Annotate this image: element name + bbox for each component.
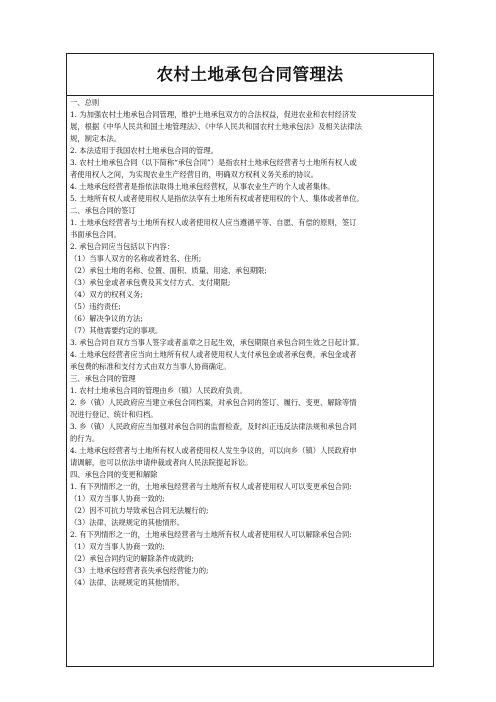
text-line: 四、承包合同的变更和解除 — [70, 470, 158, 479]
text-line: （2）承包土地的名称、位置、面积、质量、用途、承包期限; — [70, 266, 267, 275]
text-line: 2. 承包合同应当包括以下内容： — [70, 242, 175, 251]
text-line: （3）土地承包经营者丧失承包经营能力的; — [70, 566, 209, 575]
text-line: 二、承包合同的签订 — [70, 206, 136, 215]
text-line: 三、承包合同的管理 — [70, 374, 136, 383]
text-line: （1）双方当事人协商一致的; — [70, 494, 165, 503]
text-line: 者使用权人之间，为实现农业生产经营目的，明确双方权利义务关系的协议。 — [70, 170, 319, 179]
text-line: 3. 承包合同自双方当事人签字或者盖章之日起生效，承包期限自承包合同生效之日起计算。 — [70, 338, 364, 347]
text-line: 1. 农村土地承包合同的管理由乡（镇）人民政府负责。 — [70, 386, 248, 395]
text-line: 展，根据《中华人民共和国土地管理法》、《中华人民共和国农村土地承包法》及相关法律法 — [70, 122, 362, 131]
text-line: 的行为。 — [70, 434, 100, 443]
text-line: 4. 土地承包经营者应当向土地所有权人或者使用权人支付承包金或者承包费，承包金或者 — [70, 350, 357, 359]
text-line: （4）法律、法规规定的其他情形。 — [70, 578, 185, 587]
text-line: 规，制定本法。 — [70, 134, 122, 143]
text-line: （4）双方的权利义务; — [70, 290, 143, 299]
title-cell — [67, 54, 434, 96]
text-line: 1. 有下列情形之一的，土地承包经营者与土地所有权人或者使用权人可以变更承包合同: — [70, 482, 352, 491]
text-line: 3. 乡（镇）人民政府应当加强对承包合同的监督检查，及时纠正违反法律法规和承包合同 — [70, 422, 357, 431]
document-table — [66, 53, 434, 667]
text-line: （3）法律、法规规定的其他情形。 — [70, 518, 185, 527]
text-line: 2. 乡（镇）人民政府应当建立承包合同档案，对承包合同的签订、履行、变更、解除等情 — [70, 398, 357, 407]
body-cell — [67, 96, 434, 667]
text-line: （3）承包金或者承包费及其支付方式、支付期限; — [70, 278, 231, 287]
text-line: （6）解决争议的方法; — [70, 314, 143, 323]
text-line: 一、总则 — [70, 98, 100, 107]
text-line: 1. 土地承包经营者与土地所有权人或者使用权人应当遵循平等、自愿、有偿的原则，签订 — [70, 218, 357, 227]
text-line: （5）违约责任; — [70, 302, 121, 311]
document-page — [66, 53, 434, 667]
text-line: （7）其他需要约定的事项。 — [70, 326, 163, 335]
text-line: 2. 本法适用于我国农村土地承包合同的管理。 — [70, 146, 218, 155]
text-line: （1）双方当事人协商一致的; — [70, 542, 165, 551]
text-line: 请调解，也可以依法申请仲裁或者向人民法院提起诉讼。 — [70, 458, 253, 467]
text-line: 2. 有下列情形之一的，土地承包经营者与土地所有权人或者使用权人可以解除承包合同: — [70, 530, 352, 539]
text-line: 承包费的标准和支付方式由双方当事人协商确定。 — [70, 362, 231, 371]
text-line: 3. 农村土地承包合同（以下简称“承包合同”）是指农村土地承包经营者与土地所有权人或 — [70, 158, 357, 167]
text-line: 1. 为加强农村土地承包合同管理，维护土地承包双方的合法权益，促进农业和农村经济发 — [70, 110, 357, 119]
text-line: 况进行登记、统计和归档。 — [70, 410, 158, 419]
text-line: 4. 土地承包经营者是指依法取得土地承包经营权，从事农业生产的个人或者集体。 — [70, 182, 335, 191]
text-line: （1）当事人双方的名称或者姓名、住所; — [70, 254, 202, 263]
text-line: （2）因不可抗力导致承包合同无法履行的; — [70, 506, 209, 515]
text-line: 书面承包合同。 — [70, 230, 122, 239]
document-title: 农村土地承包合同管理法 — [156, 65, 344, 84]
text-line: 4. 土地承包经营者与土地所有权人或者使用权人发生争议的，可以向乡（镇）人民政府申 — [70, 446, 357, 455]
document-body — [70, 97, 431, 589]
text-line: 5. 土地所有权人或者使用权人是指依法享有土地所有权或者使用权的个人、集体或者单位。 — [70, 194, 364, 203]
text-line: （2）承包合同约定的解除条件成就的; — [70, 554, 194, 563]
